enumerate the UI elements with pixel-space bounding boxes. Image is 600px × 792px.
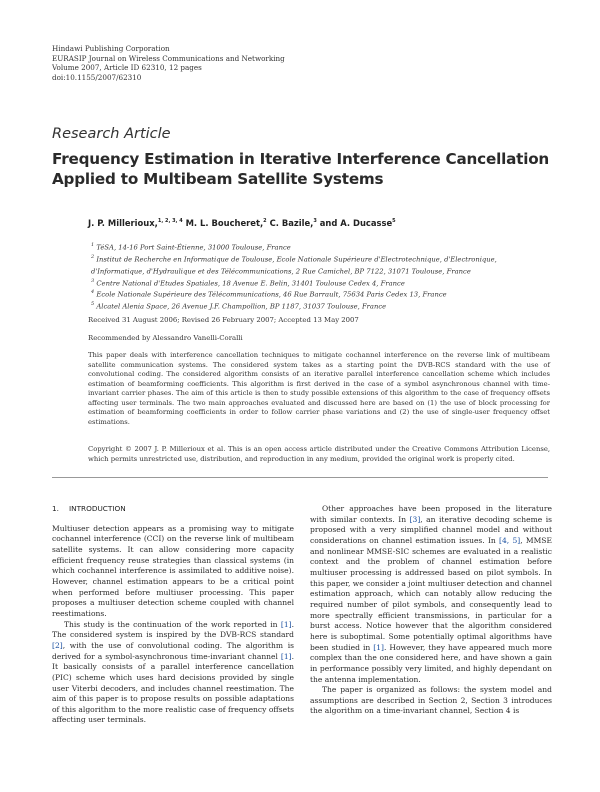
affiliation-item bbox=[88, 241, 558, 253]
affiliation-text: TéSA, 14-16 Port Saint-Étienne, 31000 Toulouse, France bbox=[96, 243, 291, 252]
section-title: INTRODUCTION bbox=[68, 504, 126, 513]
affiliation-item bbox=[88, 277, 558, 289]
text-run: . The considered system is inspired by the DVB-RCS standard bbox=[52, 619, 294, 640]
affiliation-item bbox=[88, 300, 558, 312]
article-type: Research Article bbox=[52, 126, 171, 142]
affiliation-number: 5 bbox=[91, 301, 95, 308]
text-run: , with the use of convolutional coding. The algorithm is derived for a symbol-asynchronous time-invariant channel bbox=[52, 640, 294, 661]
recommended-by: Recommended by Alessandro Vanelli-Coralli bbox=[88, 334, 243, 342]
doi-line: doi:10.1155/2007/62310 bbox=[52, 72, 142, 82]
affiliation-item bbox=[88, 253, 558, 265]
text-run: , MMSE and nonlinear MMSE-SIC schemes are evaluated in a realistic context and the problem of channel estimation before multiuser processing is addressed based on pilot symbols. In this paper, we consider a joint multiuser detection and channel estimation approach, which can notably allow reducing the required number of pilot symbols, and consequently lead to more spectrally efficient transmissions, in particular for a burst access. Notice however that the algorithm considered here is suboptimal. Some potentially optimal algorithms have been studied in bbox=[310, 535, 552, 652]
author-list bbox=[88, 218, 396, 228]
citation-link[interactable]: [1] bbox=[373, 642, 384, 652]
affiliation-text: d'Informatique, d'Hydraulique et des Télécommunications, 2 Rue Camichel, BP 7122, 31071 Toulouse, France bbox=[91, 266, 471, 275]
affiliation-item bbox=[88, 265, 558, 277]
author-affil-marker: 5 bbox=[392, 218, 396, 225]
affiliation-number: 3 bbox=[91, 277, 95, 284]
text-run: , an iterative decoding scheme is proposed with a very simplified channel model and without considerations on channel estimation issues. In bbox=[310, 514, 552, 545]
right-column bbox=[310, 504, 552, 717]
text-run: This study is the continuation of the work reported in bbox=[64, 619, 281, 629]
citation-link[interactable]: [1] bbox=[280, 651, 292, 661]
received-dates: Received 31 August 2006; Revised 26 February 2007; Accepted 13 May 2007 bbox=[88, 316, 359, 324]
affiliation-text: Institut de Recherche en Informatique de Toulouse, Ecole Nationale Supérieure d'Electrotechnique, d'Electronique, bbox=[96, 255, 497, 264]
journal-header bbox=[52, 44, 285, 82]
author-affil-marker: 1, 2, 3, 4 bbox=[157, 218, 183, 225]
citation-link[interactable]: [2] bbox=[52, 640, 63, 650]
author-affil-marker: 2 bbox=[263, 218, 267, 225]
section-number: 1. bbox=[52, 504, 59, 513]
journal-line: EURASIP Journal on Wireless Communications and Networking bbox=[52, 53, 285, 63]
paragraph: The paper is organized as follows: the system model and assumptions are described in Section 2, Section 3 introduces the algorithm on a time-invariant channel, Section 4 is bbox=[310, 685, 552, 716]
paragraph bbox=[52, 620, 294, 727]
section-heading bbox=[52, 504, 294, 515]
abstract: This paper deals with interference cancellation techniques to mitigate cochannel interference on the reverse link of multibeam satellite communication systems. The considered system takes as a starting point the DVB-RCS standard with the use of convolutional coding. The considered algorithm consists of an iterative parallel interference cancellation scheme which includes estimation of beamforming coefficients. This algorithm is first derived in the case of a symbol asynchronous channel with time-invariant carrier phases. The aim of this article is then to study possible extensions of this algorithm to the case of frequency offsets affecting user terminals. The two main approaches evaluated and discussed here are based on (1) the use of block processing for estimation of beamforming coefficients in order to follow carrier phase variations and (2) the use of single-user frequency offset estimations. bbox=[88, 351, 550, 426]
divider bbox=[52, 477, 548, 478]
author-name: and A. Ducasse bbox=[316, 218, 393, 228]
author-name: C. Bazile, bbox=[266, 218, 314, 228]
text-run: Other approaches have been proposed in the literature with similar contexts. In bbox=[310, 504, 552, 524]
publisher-line: Hindawi Publishing Corporation bbox=[52, 44, 170, 53]
affiliation-text: Alcatel Alenia Space, 26 Avenue J.F. Champollion, BP 1187, 31037 Toulouse, France bbox=[96, 302, 387, 311]
copyright-notice: Copyright © 2007 J. P. Millerioux et al. This is an open access article distributed under the Creative Commons Attribution License, which permits unrestricted use, distribution, and reproduction in any medium, provided the original work is properly cited. bbox=[88, 445, 550, 463]
affiliation-number: 4 bbox=[91, 289, 95, 296]
affiliation-item bbox=[88, 288, 558, 300]
paragraph: Multiuser detection appears as a promising way to mitigate cochannel interference (CCI) on the reverse link of multibeam satellite systems. It can allow considering more capacity efficient frequency reuse strategies than classical systems (in which cochannel interference is assimilated to additive noise). However, channel estimation appears to be a critical point when performed before multiuser processing. This paper proposes a multiuser detection scheme coupled with channel reestimations. bbox=[52, 523, 294, 618]
affiliation-number: 1 bbox=[91, 242, 95, 248]
affiliation-number: 2 bbox=[91, 253, 95, 260]
paper-title: Frequency Estimation in Iterative Interference Cancellation Applied to Multibeam Satellite Systems bbox=[52, 150, 550, 188]
text-run: . However, they have appeared much more complex than the one considered here, and have shown a gain in performance possibly very limited, and highly dependant on the antenna implementation. bbox=[310, 642, 553, 684]
citation-link[interactable]: [1] bbox=[280, 619, 292, 629]
author-name: J. P. Millerioux, bbox=[88, 218, 158, 228]
author-affil-marker: 3 bbox=[313, 218, 317, 225]
citation-link[interactable]: [4, 5] bbox=[499, 535, 521, 545]
citation-link[interactable]: [3] bbox=[409, 514, 421, 524]
affiliation-text: Centre National d'Etudes Spatiales, 18 Avenue E. Belin, 31401 Toulouse Cedex 4, France bbox=[96, 278, 405, 287]
author-name: M. L. Boucheret, bbox=[182, 218, 264, 228]
affiliation-text: Ecole Nationale Supérieure des Télécommunications, 46 Rue Barrault, 75634 Paris Cedex 13, France bbox=[96, 290, 447, 299]
left-column bbox=[52, 504, 294, 726]
affiliations bbox=[88, 241, 558, 312]
volume-line: Volume 2007, Article ID 62310, 12 pages bbox=[52, 63, 202, 73]
text-run: . It basically consists of a parallel interference cancellation (PIC) scheme which uses hard decisions provided by single user Viterbi decoders, and includes channel reestimation. The aim of this paper is to propose results on possible adaptations of this algorithm to the more realistic case of frequency offsets affecting user terminals. bbox=[52, 651, 294, 725]
paragraph bbox=[310, 504, 552, 685]
